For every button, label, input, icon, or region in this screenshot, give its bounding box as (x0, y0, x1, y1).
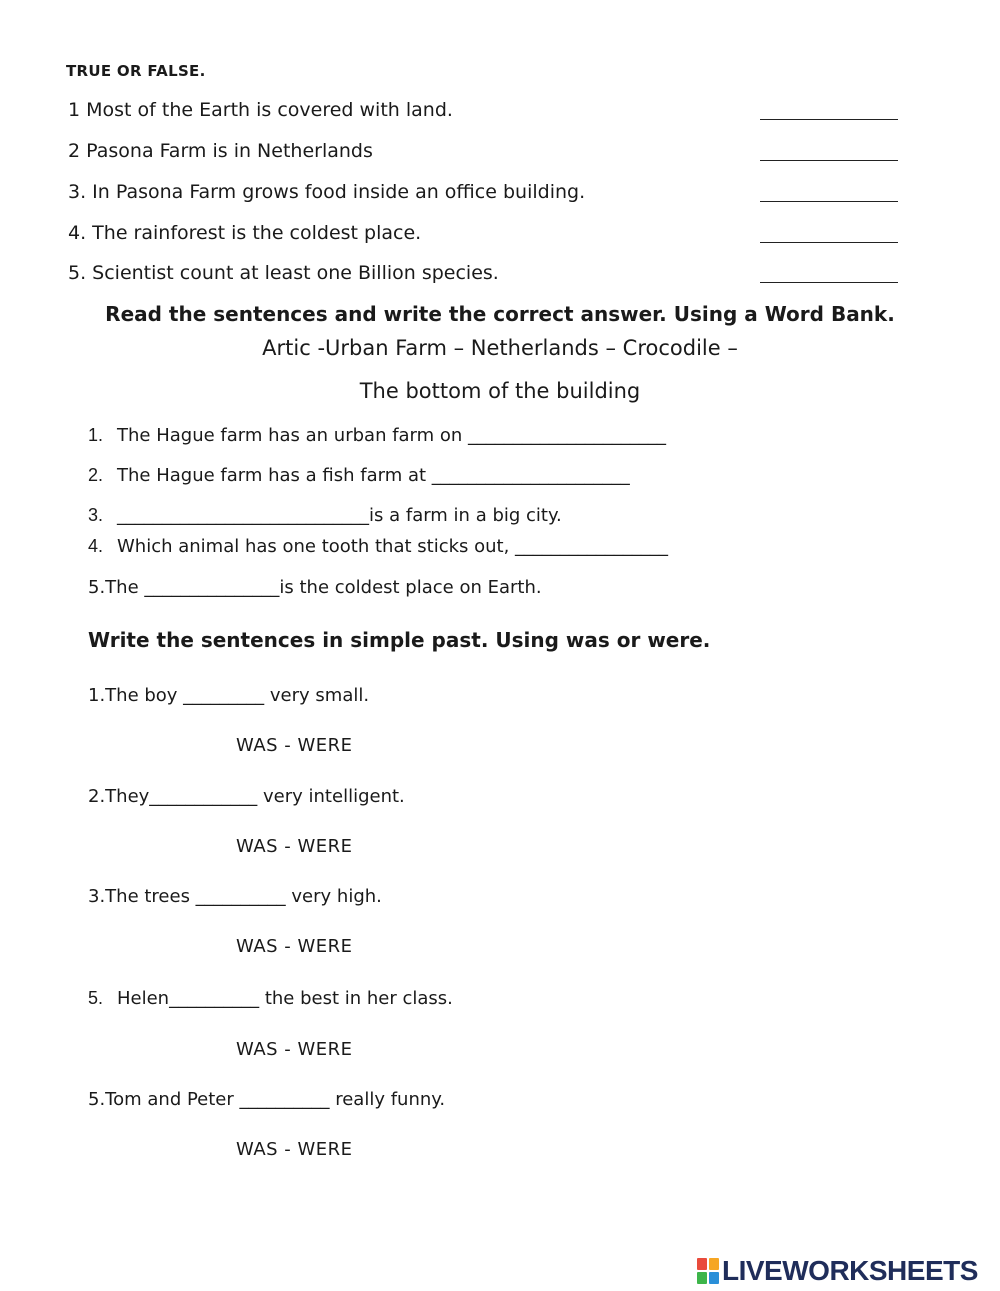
was-were-choice-2[interactable]: WAS - WERE (236, 836, 353, 857)
item-number: 2. (88, 465, 104, 485)
item-text: ____________________________is a farm in a big city. (117, 505, 562, 526)
item-text: Helen__________ the best in her class. (117, 988, 453, 1009)
logo-blocks-icon (697, 1258, 719, 1284)
past-tense-item-1[interactable] (88, 685, 369, 706)
true-false-item-1: 1 Most of the Earth is covered with land. (68, 99, 453, 121)
item-number: 1. (88, 425, 104, 445)
was-were-choice-1[interactable]: WAS - WERE (236, 735, 353, 756)
fill-in-item-5[interactable] (88, 577, 542, 598)
fill-in-item-1[interactable] (88, 425, 666, 446)
fill-in-item-4[interactable] (88, 536, 668, 557)
answer-blank-2[interactable] (760, 160, 898, 161)
liveworksheets-logo (697, 1255, 978, 1287)
answer-blank-3[interactable] (760, 201, 898, 202)
item-text: The Hague farm has an urban farm on ______________________ (117, 425, 667, 446)
true-false-item-4: 4. The rainforest is the coldest place. (68, 222, 422, 244)
fill-in-item-2[interactable] (88, 465, 630, 486)
past-tense-item-2[interactable] (88, 786, 405, 807)
item-text: 2.They____________ very intelligent. (88, 786, 405, 807)
word-bank-line-1: Artic -Urban Farm – Netherlands – Crocodile – (262, 336, 738, 360)
was-were-choice-5[interactable]: WAS - WERE (236, 1139, 353, 1160)
past-tense-instructions: Write the sentences in simple past. Using was or were. (88, 628, 711, 652)
word-bank-instructions: Read the sentences and write the correct answer. Using a Word Bank. (105, 302, 895, 326)
true-false-item-2: 2 Pasona Farm is in Netherlands (68, 140, 373, 162)
true-false-item-5: 5. Scientist count at least one Billion species. (68, 262, 499, 284)
past-tense-item-5[interactable] (88, 1089, 445, 1110)
item-text: 5.Tom and Peter __________ really funny. (88, 1089, 446, 1110)
answer-blank-1[interactable] (760, 119, 898, 120)
item-number: 5. (88, 988, 104, 1008)
was-were-choice-4[interactable]: WAS - WERE (236, 1039, 353, 1060)
item-text: 1.The boy _________ very small. (88, 685, 370, 706)
past-tense-item-3[interactable] (88, 886, 382, 907)
logo-block (709, 1272, 719, 1284)
item-text: The Hague farm has a fish farm at ______________________ (117, 465, 630, 486)
item-number: 4. (88, 536, 104, 556)
past-tense-item-4[interactable] (88, 988, 453, 1009)
logo-block (697, 1258, 707, 1270)
was-were-choice-3[interactable]: WAS - WERE (236, 936, 353, 957)
word-bank-line-2: The bottom of the building (359, 379, 641, 403)
logo-wordmark: LIVEWORKSHEETS (722, 1255, 978, 1286)
item-text: 3.The trees __________ very high. (88, 886, 382, 907)
logo-block (697, 1272, 707, 1284)
item-number: 3. (88, 505, 104, 525)
logo-block (709, 1258, 719, 1270)
answer-blank-4[interactable] (760, 242, 898, 243)
answer-blank-5[interactable] (760, 282, 898, 283)
item-text: 5.The _______________is the coldest place on Earth. (88, 577, 542, 598)
true-false-item-3: 3. In Pasona Farm grows food inside an office building. (68, 181, 586, 203)
true-false-title: TRUE OR FALSE. (66, 62, 206, 80)
item-text: Which animal has one tooth that sticks out, _________________ (117, 536, 669, 557)
fill-in-item-3[interactable] (88, 505, 562, 526)
